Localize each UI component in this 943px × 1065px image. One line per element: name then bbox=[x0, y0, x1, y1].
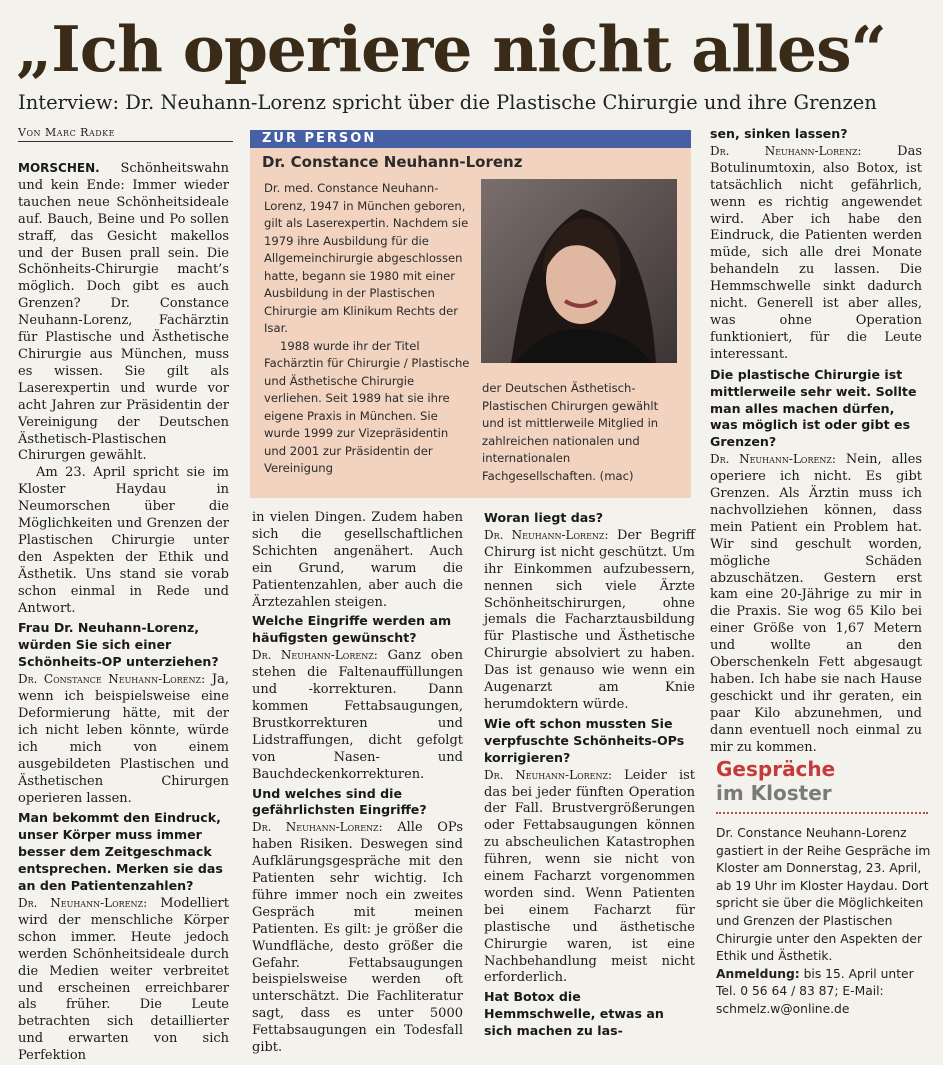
answer: Dr. Neuhann-Lorenz: Das Botulinumtoxin, also Botox, ist tatsächlich nicht gefährlich, wenn es richtig angewendet wird. Aber ich habe den Eindruck, die Patienten werden müde, sich alle drei Monate behandeln zu lassen. Die Hemmschwelle sinkt dadurch nicht. Generell ist aber alles, was ohne Operation funktioniert, für die Leute interessant. bbox=[710, 143, 922, 362]
question: Frau Dr. Neuhann-Lorenz, würden Sie sich einer Schönheits-OP unterziehen? bbox=[18, 620, 219, 670]
kloster-divider bbox=[716, 812, 928, 814]
portrait-image bbox=[481, 179, 677, 363]
question: Woran liegt das? bbox=[484, 510, 604, 525]
answer: Dr. Neuhann-Lorenz: Nein, alles operiere ich nicht. Es gibt Grenzen. Als Ärztin muss ich nachvollziehen können, dass mein Patient ein Problem hat. Wir sind geschult worden, mögliche Schäden abzuschätzen. Gestern erst kam eine 20-Jährige zu mir in die Praxis. Sie wog 65 Kilo bei einer Größe von 1,67 Metern und wollte an den Oberschenkeln Fett abgesaugt haben. Ich habe sie nach Hause geschickt und ihr geraten, ein paar Kilo abzunehmen, und dann eventuell noch einmal zu mir zu kommen. bbox=[710, 452, 923, 755]
zur-person-text-right bbox=[482, 380, 682, 485]
paragraph: Am 23. April spricht sie im Kloster Haydau in Neumorschen über die Möglichkeiten und Grenzen der Plastischen Chirurgie unter den Aspekten der Ethik und Ästhetik. Uns stand sie vorab schon einmal in Rede und Antwort. bbox=[18, 465, 229, 616]
paragraph: in vielen Dingen. Zudem haben sich die gesellschaftlichen Schichten angenähert. Auch ein Grund, warum die Patientenzahlen, aber auch die Ärztezahlen steigen. bbox=[252, 510, 463, 610]
kloster-title-line-1: Gespräche bbox=[716, 757, 836, 781]
article-column-4 bbox=[710, 126, 922, 757]
byline: Von Marc Radke bbox=[18, 126, 233, 142]
question: Die plastische Chirurgie ist mittlerweile sehr weit. Sollte man alles machen dürfen, was möglich ist oder gibt es Grenzen? bbox=[710, 366, 917, 450]
answer: Dr. Constance Neuhann-Lorenz: Ja, wenn ich beispielsweise eine Deformierung hätte, mit der ich nicht leben könnte, würde ich mich von einem ausgebildeten Plastischen und Ästhetischen Chirurgen operieren lassen. bbox=[18, 672, 229, 806]
zur-person-label: ZUR PERSON bbox=[262, 131, 377, 146]
subheadline: Interview: Dr. Neuhann-Lorenz spricht über die Plastische Chirurgie und ihre Grenzen bbox=[18, 91, 877, 114]
kloster-description: Dr. Constance Neuhann-Lorenz gastiert in der Reihe Gespräche im Kloster am Donnerstag, 23. April, ab 19 Uhr im Kloster Haydau. Dort spricht sie über die Möglichkeiten und Grenzen der Plastischen Chirurgie unter den Aspekten der Ethik und Ästhetik. bbox=[716, 826, 931, 964]
article-column-1 bbox=[18, 160, 229, 1065]
speaker-label: Dr. Neuhann-Lorenz: bbox=[18, 895, 148, 910]
paragraph: 1988 wurde ihr der Titel Fachärztin für Chirurgie / Plastische und Ästhetische Chirurgie verliehen. Seit 1989 hat sie ihre eigene Praxis in München. Sie wurde 1999 zur Vizepräsidentin und 2001 zur Präsidentin der Vereinigung bbox=[264, 338, 470, 475]
answer: Dr. Neuhann-Lorenz: Modelliert wird der menschliche Körper schon immer. Heute jedoch werden Schönheitsideale durch die Medien weiter verbreitet und erscheinen erreichbarer als früher. Die Leute betrachten sich detaillierter und erwarten von sich Perfektion bbox=[18, 895, 229, 1064]
speaker-label: Dr. Neuhann-Lorenz: bbox=[484, 767, 613, 782]
headline: „Ich operiere nicht alles“ bbox=[16, 12, 886, 86]
question: Wie oft schon mussten Sie verpfuschte Schönheits-OPs korrigieren? bbox=[484, 715, 685, 765]
question: Und welches sind die gefährlichsten Eingriffe? bbox=[252, 785, 427, 818]
speaker-label: Dr. Neuhann-Lorenz: bbox=[710, 143, 862, 158]
portrait-photo bbox=[481, 179, 677, 363]
zur-person-text-left bbox=[264, 180, 472, 478]
article-column-3 bbox=[484, 510, 695, 1040]
paragraph: MORSCHEN. Schönheitswahn und kein Ende: Immer wieder tauchen neue Schönheitsideale auf. Bauch, Beine und Po sollen straff, das Gesicht makellos und der Busen prall sein. Die Schönheits-Chirurgie macht’s möglich. Doch gibt es auch Grenzen? Dr. Constance Neuhann-Lorenz, Fachärztin für Plastische und Ästhetische Chirurgie aus München, muss es wissen. Sie gilt als Laserexpertin und wurde vor acht Jahren zur Präsidentin der Vereinigung der Deutschen Ästhetisch-Plastischen Chirurgen gewählt. bbox=[18, 161, 229, 464]
kloster-title bbox=[716, 757, 931, 805]
zur-person-label-band bbox=[250, 130, 691, 148]
registration-label: Anmeldung: bbox=[716, 966, 800, 981]
zur-person-title: Dr. Constance Neuhann-Lorenz bbox=[262, 153, 523, 171]
question: Hat Botox die Hemmschwelle, etwas an sich machen zu las- bbox=[484, 989, 664, 1039]
question: Welche Eingriffe werden am häufigsten gewünscht? bbox=[252, 613, 452, 646]
answer: Dr. Neuhann-Lorenz: Ganz oben stehen die Faltenauffüllungen und -korrekturen. Dann kommen Fettabsaugungen, Brustkorrekturen und Lidstraffungen, dicht gefolgt von Nasen- und Bauchdeckenkorrekturen. bbox=[252, 648, 463, 782]
kloster-info bbox=[716, 825, 934, 1019]
kloster-registration: Anmeldung: bis 15. April unter Tel. 0 56 64 / 83 87; E-Mail: schmelz.w@online.de bbox=[716, 966, 914, 1016]
kloster-title-line-2: im Kloster bbox=[716, 781, 832, 805]
speaker-label: Dr. Neuhann-Lorenz: bbox=[484, 527, 609, 542]
paragraph: Dr. med. Constance Neuhann-Lorenz, 1947 in München geboren, gilt als Laserexpertin. Nachdem sie 1979 ihre Ausbildung für die Allgemeinchirurgie abgeschlossen hatte, begann sie 1980 mit einer Ausbildung in der Plastischen Chirurgie am Klinikum Rechts der Isar. bbox=[264, 181, 469, 335]
speaker-label: Dr. Neuhann-Lorenz: bbox=[710, 452, 836, 467]
speaker-label: Dr. Constance Neuhann-Lorenz: bbox=[18, 672, 206, 687]
article-column-2 bbox=[252, 510, 463, 1057]
answer: Dr. Neuhann-Lorenz: Der Begriff Chirurg ist nicht geschützt. Um ihr Einkommen aufzubessern, nennen sich viele Ärzte Schönheitschirurgen, ohne jemals die Facharztausbildung für Plastische und Ästhetische Chirurgie absolviert zu haben. Das ist genauso wie wenn ein Augenarzt am Knie herumdoktern würde. bbox=[484, 527, 696, 712]
question: Man bekommt den Eindruck, unser Körper muss immer besser dem Zeitgeschmack entsprechen. Merken sie das an den Patientenzahlen? bbox=[18, 810, 223, 894]
speaker-label: Dr. Neuhann-Lorenz: bbox=[252, 648, 378, 663]
question: sen, sinken lassen? bbox=[710, 126, 848, 141]
dateline: MORSCHEN. bbox=[18, 161, 100, 175]
answer: Dr. Neuhann-Lorenz: Alle OPs haben Risiken. Deswegen sind Aufklärungsgespräche mit den Patienten sehr wichtig. Ich führe immer noch ein zweites Gespräch mit meinen Patienten. Es gilt: je größer die Wundfläche, desto größer die Gefahr. Fettabsaugungen beispielsweise werden oft unterschätzt. Die Fachliteratur sagt, dass es unter 5000 Fettabsaugungen ein Todesfall gibt. bbox=[252, 820, 464, 1056]
answer: Dr. Neuhann-Lorenz: Leider ist das bei jeder fünften Operation der Fall. Brustvergrößerungen oder Fettabsaugungen können zu abscheulichen Katastrophen führen, wenn sie nicht von einem Facharzt vorgenommen worden sind. Wenn Patienten bei einem Facharzt für plastische und ästhetische Chirurgie waren, ist eine Nachbehandlung meist nicht erforderlich. bbox=[484, 767, 696, 986]
speaker-label: Dr. Neuhann-Lorenz: bbox=[252, 820, 383, 835]
paragraph: der Deutschen Ästhetisch-Plastischen Chirurgen gewählt und ist mittlerweile Mitglied in zahlreichen nationalen und internationalen Fachgesellschaften. (mac) bbox=[482, 381, 659, 483]
